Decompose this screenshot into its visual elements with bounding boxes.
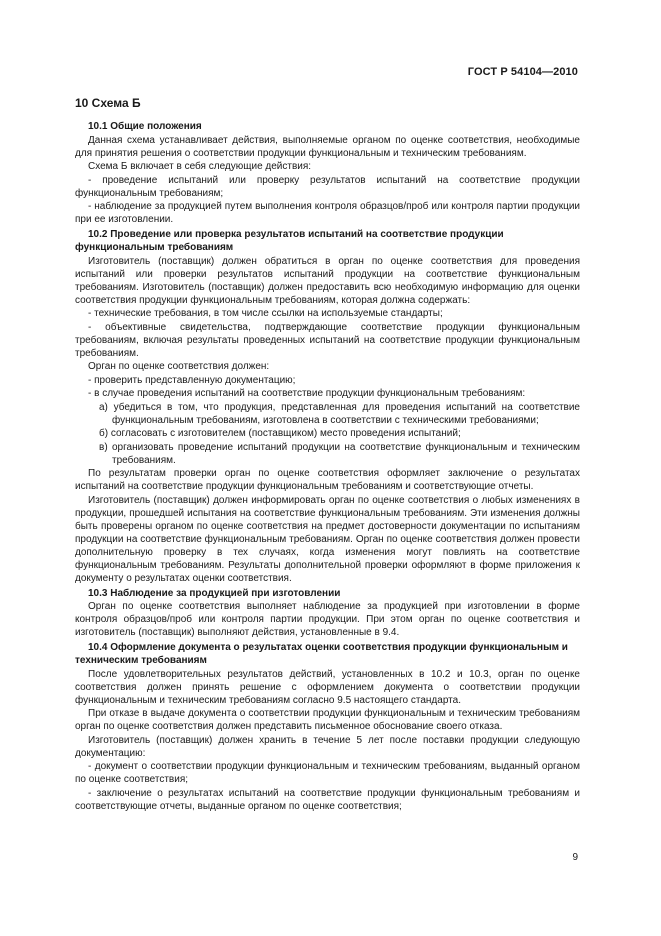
list-item: - документ о соответствии продукции функциональным и техническим требованиям, выданный органом по оценке соответствия; [75,761,580,785]
page-number: 9 [572,852,578,863]
list-item: - в случае проведения испытаний на соответствие продукции функциональным требованиям: [88,388,526,399]
paragraph: Изготовитель (поставщик) должен хранить в течение 5 лет после поставки продукции следующую документацию: [75,734,580,759]
list-item: - наблюдение за продукцией путем выполнения контроля образцов/проб или контроля партии продукции при ее изготовлении. [75,201,580,225]
list-item: - объективные свидетельства, подтверждающие соответствие продукции функциональным требованиям, включая результаты проведенных испытаний на соответствие продукции функциональным требованиям. [75,321,580,359]
paragraph: Изготовитель (поставщик) должен информировать орган по оценке соответствия о любых изменениях в продукции, прошедшей испытания на соответствие функциональным требованиям. Эти изменения должны быть проверены органом по оценке соответствия на предмет достоверности документации по испытаниям продукции на соответствие функциональным требованиям. Орган по оценке соответствия должен провести дополнительную проверку в тех случаях, когда изменения могут повлиять на соответствие функциональным требованиям. Результаты дополнительной проверки оформляют в форме приложения к документу о результатах оценки соответствия. [75,494,580,584]
paragraph: По результатам проверки орган по оценке соответствия оформляет заключение о результатах испытаний на соответствие продукции функциональным требованиям и соответствующие отчеты. [75,468,580,492]
sub-list-item-b: б) согласовать с изготовителем (поставщиком) место проведения испытаний; [99,428,461,439]
list-item: - технические требования, в том числе ссылки на используемые стандарты; [88,308,443,319]
sub-list-item-v: в) организовать проведение испытаний продукции на соответствие функциональным и техническим требованиям. [99,441,580,466]
paragraph: Данная схема устанавливает действия, выполняемые органом по оценке соответствия, необходимые для принятия решения о соответствии продукции функциональным и техническим требованиям. [75,134,580,159]
paragraph: После удовлетворительных результатов действий, установленных в 10.2 и 10.3, орган по оценке соответствия должен принять решение с оформлением документа о соответствии продукции функциональным и техническим требованиям согласно 9.5 настоящего стандарта. [75,668,580,706]
list-item: - проверить представленную документацию; [88,374,296,386]
subsection-title-10-2: 10.2 Проведение или проверка результатов испытаний на соответствие продукции функциональным требованиям [75,229,504,253]
paragraph: Схема Б включает в себя следующие действия: [88,161,312,172]
paragraph: Орган по оценке соответствия выполняет наблюдение за продукцией при изготовлении в форме контроля образцов/проб или контроля партии продукции. При этом орган по оценке соответствия и изготовитель (поставщик) выполняют действия, установленные в 9.4. [75,601,580,638]
paragraph: Изготовитель (поставщик) должен обратиться в орган по оценке соответствия для проведения испытаний или проверки результатов испытаний продукции на соответствие функциональным требованиям. Изготовитель (поставщик) должен предоставить всю необходимую информацию для оценки соответствия продукции функциональным требованиям, которая должна содержать: [75,255,580,306]
document-body [75,96,580,813]
subsection-title-10-1: 10.1 Общие положения [88,121,202,132]
subsection-title-10-3: 10.3 Наблюдение за продукцией при изготовлении [88,587,341,599]
list-item: - заключение о результатах испытаний на соответствие продукции функциональным требованиям и соответствующие отчеты, выданные органом по оценке соответствия; [75,787,580,812]
paragraph: Орган по оценке соответствия должен: [88,361,270,372]
list-item: - проведение испытаний или проверку результатов испытаний на соответствие продукции функциональным требованиям; [75,174,580,199]
sub-list-item-a: а) убедиться в том, что продукция, представленная для проведения испытаний на соответствие функциональным требованиям, изготовлена в соответствии с техническими требованиями; [99,401,580,426]
subsection-title-10-4: 10.4 Оформление документа о результатах оценки соответствия продукции функциональным и техническим требованиям [75,642,568,666]
document-id-header: ГОСТ Р 54104—2010 [467,66,578,78]
paragraph: При отказе в выдаче документа о соответствии продукции функциональным и техническим требованиям орган по оценке соответствия должен представить письменное обоснование своего отказа. [75,708,580,732]
section-title: 10 Схема Б [75,96,141,110]
